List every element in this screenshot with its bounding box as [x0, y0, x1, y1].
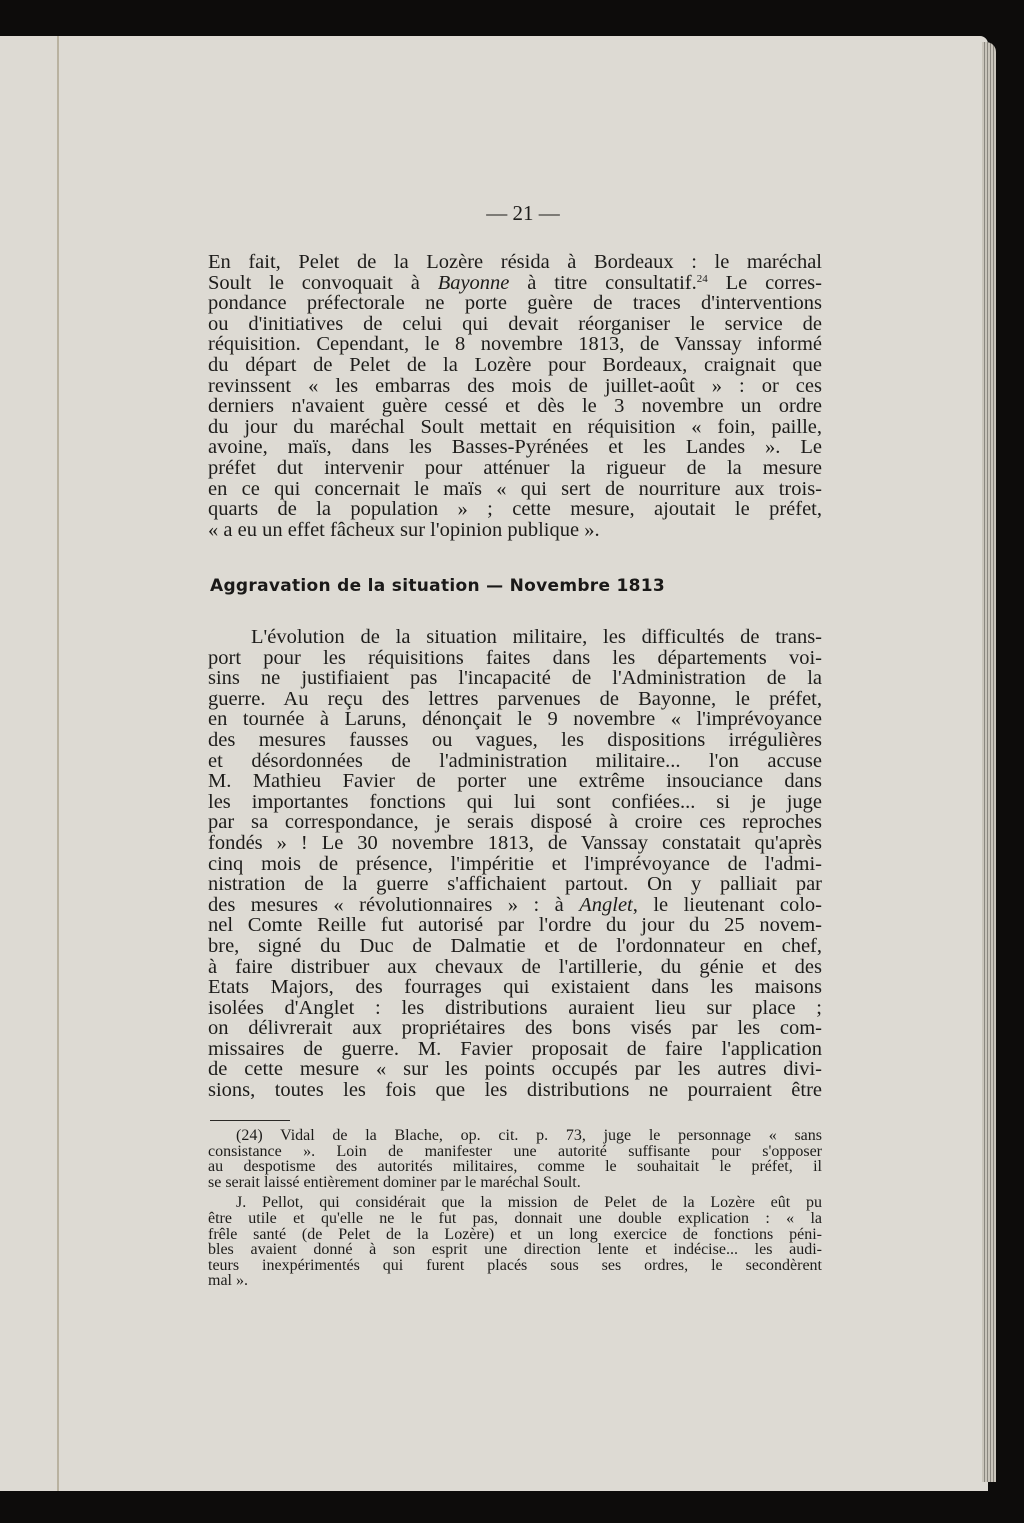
text-line: les importantes fonctions qui lui sont confiées... si je juge	[208, 790, 822, 813]
place-name-italic: Anglet	[579, 893, 633, 916]
text-line: derniers n'avaient guère cessé et dès le 3 novembre un ordre	[208, 395, 822, 418]
text-line: isolées d'Anglet : les distributions auraient lieu sur place ;	[208, 996, 822, 1019]
text-line: revinssent « les embarras des mois de juillet-août » : or ces	[208, 374, 822, 397]
text-line: M. Mathieu Favier de porter une extrême insouciance dans	[208, 770, 822, 793]
paragraph-2	[208, 627, 822, 1101]
footnote-line: consistance ». Loin de manifester une autorité suffisante pour s'opposer	[208, 1142, 822, 1160]
footnote-line: se serait laissé entièrement dominer par le maréchal Soult.	[208, 1173, 581, 1191]
text-line: Soult le convoquait à Bayonne à titre consultatif.$^{24}$ Le corres-	[208, 271, 822, 294]
footnote-line: être utile et qu'elle ne le fut pas, donnait une double explication : « la	[208, 1209, 822, 1227]
footnote-line: (24) Vidal de la Blache, op. cit. p. 73, juge le personnage « sans	[236, 1127, 822, 1144]
place-name-italic: Bayonne	[437, 271, 510, 294]
text-line: par sa correspondance, je serais disposé à croire ces reproches	[208, 811, 822, 834]
text-line: « a eu un effet fâcheux sur l'opinion publique ».	[208, 518, 600, 541]
text-line: Etats Majors, des fourrages qui existaient dans les maisons	[208, 976, 822, 999]
text-line: en tournée à Laruns, dénonçait le 9 novembre « l'imprévoyance	[208, 708, 822, 731]
page-stack-edges	[982, 42, 996, 1482]
section-heading: Aggravation de la situation — Novembre 1813	[210, 576, 666, 596]
text-line: nel Comte Reille fut autorisé par l'ordre du jour du 25 novem-	[208, 914, 822, 937]
footnote-line: J. Pellot, qui considérait que la mission de Pelet de la Lozère eût pu	[236, 1194, 822, 1212]
footnote-separator	[210, 1120, 290, 1121]
text-line: du jour du maréchal Soult mettait en réquisition « foin, paille,	[208, 415, 822, 438]
text-line: cinq mois de présence, l'impéritie et l'imprévoyance de l'admi-	[208, 852, 822, 875]
text-line: des mesures fausses ou vagues, les dispositions irrégulières	[208, 728, 822, 751]
footnotes	[208, 1128, 822, 1289]
footnote-line: frêle santé (de Pelet de la Lozère) et un long exercice de fonctions péni-	[208, 1225, 822, 1243]
text-line: en ce qui concernait le maïs « qui sert de nourriture aux trois-	[208, 477, 822, 500]
paragraph-1	[208, 252, 822, 540]
text-line: de cette mesure « sur les points occupés par les autres divi-	[208, 1058, 822, 1081]
text-line: réquisition. Cependant, le 8 novembre 1813, de Vanssay informé	[208, 333, 822, 356]
footnote-line: bles avaient donné à son esprit une direction lente et indécise... les audi-	[208, 1241, 822, 1259]
text-line: fondés » ! Le 30 novembre 1813, de Vanssay constatait qu'après	[208, 831, 822, 854]
text-line: avoine, maïs, dans les Basses-Pyrénées et les Landes ». Le	[208, 436, 822, 459]
page-number: — 21 —	[486, 201, 560, 225]
footnote-line: au despotisme des autorités militaires, comme le souhaitait le préfet, il	[208, 1158, 822, 1176]
text-line: préfet dut intervenir pour atténuer la rigueur de la mesure	[208, 456, 822, 479]
text-line: guerre. Au reçu des lettres parvenues de Bayonne, le préfet,	[208, 687, 822, 710]
text-line: quarts de la population » ; cette mesure, ajoutait le préfet,	[208, 498, 822, 521]
text-line: du départ de Pelet de la Lozère pour Bordeaux, craignait que	[208, 353, 822, 376]
text-line: nistration de la guerre s'affichaient partout. On y palliait par	[208, 873, 822, 896]
text-line: En fait, Pelet de la Lozère résida à Bordeaux : le maréchal	[208, 251, 822, 273]
text-line: sions, toutes les fois que les distributions ne pourraient être	[208, 1079, 822, 1102]
book-gutter-fold	[57, 36, 59, 1491]
text-line: L'évolution de la situation militaire, les difficultés de trans-	[251, 626, 822, 648]
footnote-line: mal ».	[208, 1272, 248, 1290]
text-line: on délivrerait aux propriétaires des bons visés par les com-	[208, 1017, 822, 1040]
text-line: sins ne justifiaient pas l'incapacité de l'Administration de la	[208, 667, 822, 690]
text-line: à faire distribuer aux chevaux de l'artillerie, du génie et des	[208, 955, 822, 978]
text-line: et désordonnées de l'administration militaire... l'on accuse	[208, 749, 822, 772]
text-line: pondance préfectorale ne porte guère de traces d'interventions	[208, 292, 822, 315]
text-line: ou d'initiatives de celui qui devait réorganiser le service de	[208, 312, 822, 335]
text-line: missaires de guerre. M. Favier proposait de faire l'application	[208, 1037, 822, 1060]
text-line: port pour les réquisitions faites dans les départements voi-	[208, 646, 822, 669]
text-line: bre, signé du Duc de Dalmatie et de l'ordonnateur en chef,	[208, 934, 822, 957]
footnote-line: teurs inexpérimentés qui furent placés sous ses ordres, le secondèrent	[208, 1256, 822, 1274]
footnote-reference: 24	[696, 272, 708, 285]
text-line: des mesures « révolutionnaires » : à Anglet, le lieutenant colo-	[208, 893, 822, 916]
